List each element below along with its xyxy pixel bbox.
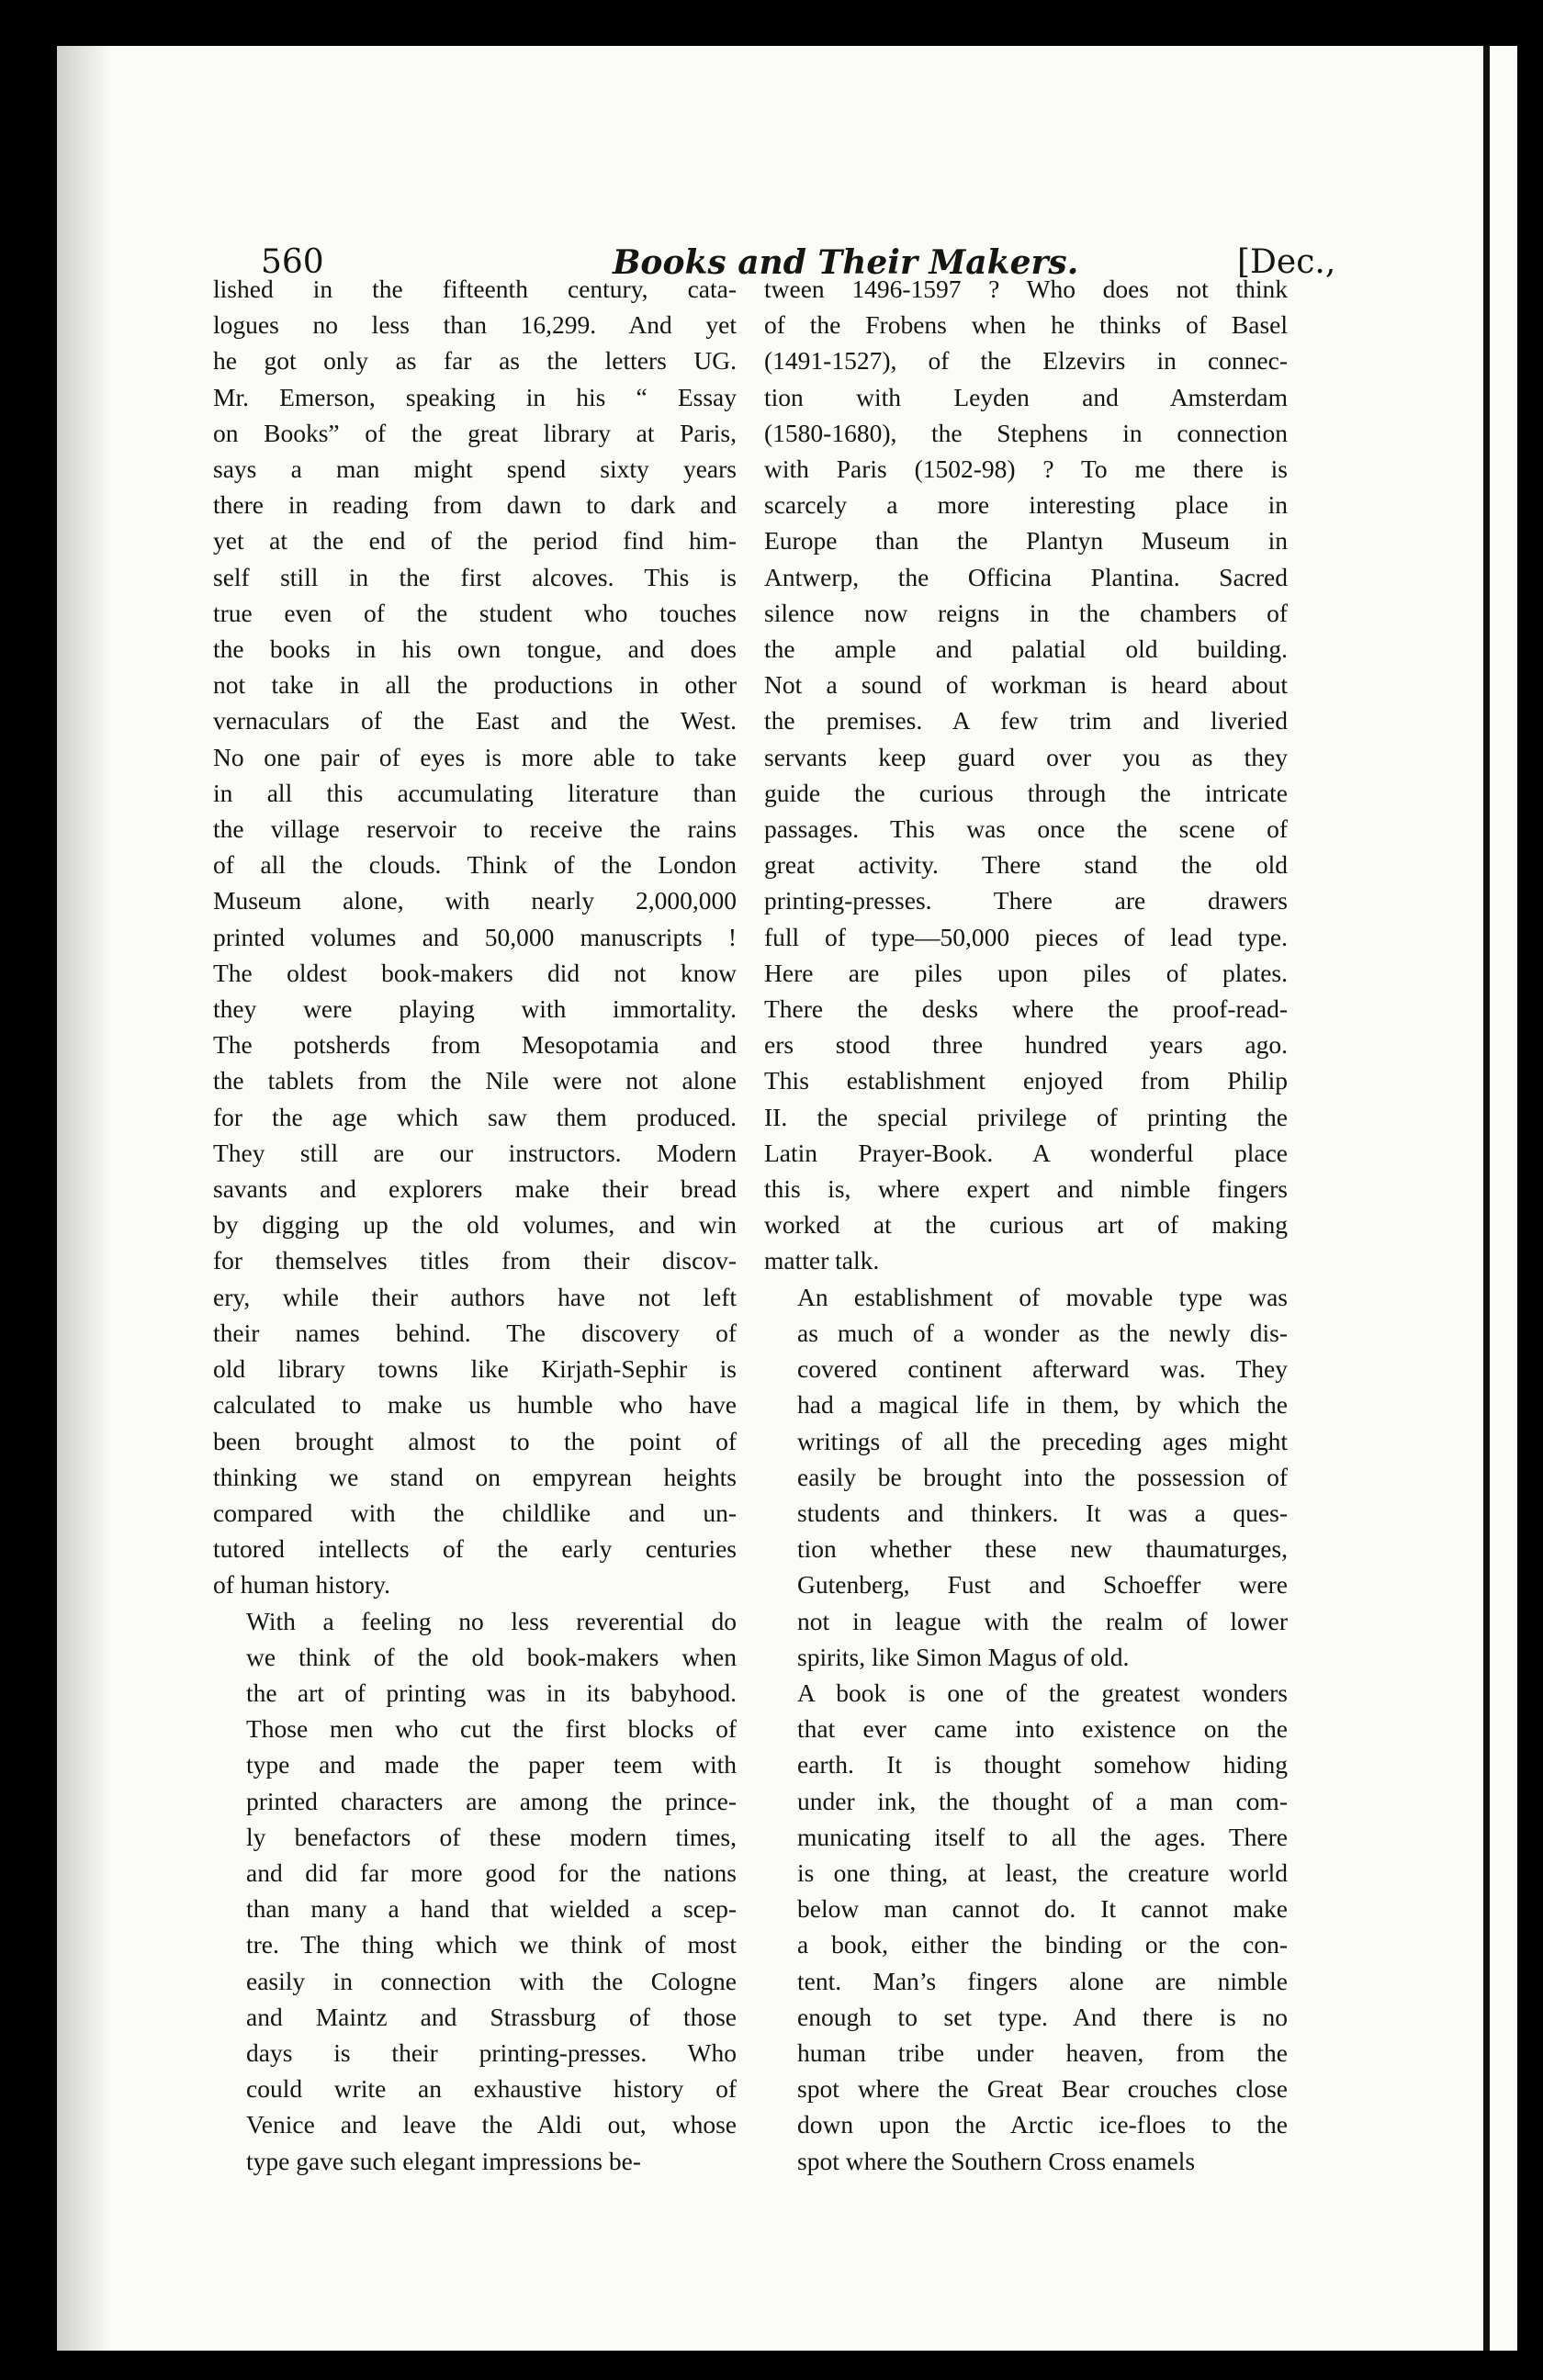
text-line: No one pair of eyes is more able to take — [213, 742, 737, 771]
text-line: Venice and leave the Aldi out, whose — [246, 2110, 737, 2139]
text-line: Europe than the Plantyn Museum in — [764, 526, 1288, 556]
text-line: old library towns like Kirjath-Sephir is — [213, 1354, 737, 1384]
text-line: Here are piles upon piles of plates. — [764, 958, 1288, 987]
text-line: They still are our instructors. Modern — [213, 1138, 737, 1167]
text-line: a book, either the binding or the con- — [797, 1930, 1288, 1959]
text-line: human tribe under heaven, from the — [797, 2038, 1288, 2067]
text-line: and Maintz and Strassburg of those — [246, 2002, 737, 2031]
text-line: tent. Man’s fingers alone are nimble — [797, 1966, 1288, 1995]
text-line: great activity. There stand the old — [764, 850, 1288, 880]
text-line: compared with the childlike and un- — [213, 1498, 737, 1527]
text-line: on Books” of the great library at Paris, — [213, 418, 737, 447]
text-line: enough to set type. And there is no — [797, 2002, 1288, 2031]
text-line: as much of a wonder as the newly dis- — [797, 1318, 1288, 1347]
text-line: with Paris (1502-98) ? To me there is — [764, 455, 1288, 484]
text-line: guide the curious through the intricate — [764, 778, 1288, 807]
left-column — [213, 271, 737, 2179]
text-line: The potsherds from Mesopotamia and — [213, 1030, 737, 1060]
text-line: II. the special privilege of printing the — [764, 1102, 1288, 1131]
text-line: had a magical life in them, by which the — [797, 1390, 1288, 1420]
page-number: 560 — [261, 243, 324, 281]
text-line: passages. This was once the scene of — [764, 814, 1288, 844]
text-line: they were playing with immortality. — [213, 994, 737, 1024]
text-line: of the Frobens when he thinks of Basel — [764, 310, 1288, 340]
text-line: tutored intellects of the early centuries — [213, 1534, 737, 1564]
text-line: (1580-1680), the Stephens in connection — [764, 418, 1288, 447]
text-line: matter talk. — [764, 1246, 880, 1275]
text-line: covered continent afterward was. They — [797, 1354, 1288, 1384]
text-line: yet at the end of the period find him- — [213, 526, 737, 556]
text-line: worked at the curious art of making — [764, 1210, 1288, 1240]
text-line: been brought almost to the point of — [213, 1426, 737, 1455]
text-line: ery, while their authors have not left — [213, 1282, 737, 1311]
text-line: spot where the Great Bear crouches close — [797, 2074, 1288, 2104]
paragraph — [213, 271, 737, 1603]
right-column — [764, 271, 1288, 2179]
paragraph — [764, 1675, 1288, 2179]
text-line: self still in the first alcoves. This is — [213, 562, 737, 591]
text-line: for the age which saw them produced. — [213, 1102, 737, 1131]
text-line: type and made the paper teem with — [246, 1750, 737, 1779]
text-line: than many a hand that wielded a scep- — [246, 1894, 737, 1924]
text-line: Antwerp, the Officina Plantina. Sacred — [764, 562, 1288, 591]
text-line: easily in connection with the Cologne — [246, 1966, 737, 1995]
text-line: vernaculars of the East and the West. — [213, 706, 737, 735]
text-line: full of type—50,000 pieces of lead type. — [764, 922, 1288, 951]
text-line: and did far more good for the nations — [246, 1858, 737, 1887]
text-line: ly benefactors of these modern times, — [246, 1822, 737, 1851]
text-line: their names behind. The discovery of — [213, 1318, 737, 1347]
text-line: under ink, the thought of a man com- — [797, 1786, 1288, 1815]
text-line: The oldest book-makers did not know — [213, 958, 737, 987]
text-line: silence now reigns in the chambers of — [764, 598, 1288, 627]
text-line: earth. It is thought somehow hiding — [797, 1750, 1288, 1779]
text-line: for themselves titles from their discov- — [213, 1246, 737, 1275]
text-line: spirits, like Simon Magus of old. — [797, 1642, 1130, 1671]
paragraph — [213, 1603, 737, 2179]
text-line: days is their printing-presses. Who — [246, 2038, 737, 2067]
text-line: that ever came into existence on the — [797, 1714, 1288, 1744]
text-line: municating itself to all the ages. There — [797, 1822, 1288, 1851]
text-line: true even of the student who touches — [213, 598, 737, 627]
text-line: thinking we stand on empyrean heights — [213, 1462, 737, 1491]
text-line: below man cannot do. It cannot make — [797, 1894, 1288, 1924]
text-line: tween 1496-1597 ? Who does not think — [764, 275, 1288, 303]
text-line: writings of all the preceding ages might — [797, 1426, 1288, 1455]
text-line: of human history. — [213, 1570, 390, 1600]
text-line: With a feeling no less reverential do — [246, 1606, 737, 1635]
text-line: Gutenberg, Fust and Schoeffer were — [797, 1570, 1288, 1600]
text-line: students and thinkers. It was a ques- — [797, 1498, 1288, 1527]
text-line: this is, where expert and nimble fingers — [764, 1174, 1288, 1204]
text-line: printed volumes and 50,000 manuscripts ! — [213, 922, 737, 951]
text-line: says a man might spend sixty years — [213, 455, 737, 484]
text-line: Latin Prayer-Book. A wonderful place — [764, 1138, 1288, 1167]
text-line: A book is one of the greatest wonders — [797, 1678, 1288, 1707]
text-line: by digging up the old volumes, and win — [213, 1210, 737, 1240]
text-line: calculated to make us humble who have — [213, 1390, 737, 1420]
text-line: the art of printing was in its babyhood. — [246, 1678, 737, 1707]
text-line: type gave such elegant impressions be- — [246, 2146, 641, 2175]
text-line: could write an exhaustive history of — [246, 2074, 737, 2104]
text-line: of all the clouds. Think of the London — [213, 850, 737, 880]
text-line: the premises. A few trim and liveried — [764, 706, 1288, 735]
text-line: scarcely a more interesting place in — [764, 490, 1288, 520]
text-line: down upon the Arctic ice-floes to the — [797, 2110, 1288, 2139]
text-line: Not a sound of workman is heard about — [764, 670, 1288, 700]
text-line: lished in the fifteenth century, cata- — [213, 275, 737, 303]
text-line: servants keep guard over you as they — [764, 742, 1288, 771]
text-line: the tablets from the Nile were not alone — [213, 1066, 737, 1095]
text-line: logues no less than 16,299. And yet — [213, 310, 737, 340]
next-page-strip — [1490, 46, 1517, 2351]
text-line: the books in his own tongue, and does — [213, 634, 737, 664]
text-line: easily be brought into the possession of — [797, 1462, 1288, 1491]
paragraph — [764, 1279, 1288, 1675]
paragraph — [764, 271, 1288, 1279]
text-line: There the desks where the proof-read- — [764, 994, 1288, 1024]
text-line: the village reservoir to receive the rains — [213, 814, 737, 844]
running-title: Books and Their Makers. — [613, 243, 1079, 282]
text-line: printed characters are among the prince- — [246, 1786, 737, 1815]
text-line: tion with Leyden and Amsterdam — [764, 382, 1288, 411]
text-line: is one thing, at least, the creature world — [797, 1858, 1288, 1887]
text-line: tion whether these new thaumaturges, — [797, 1534, 1288, 1564]
text-line: (1491-1527), of the Elzevirs in connec- — [764, 346, 1288, 376]
text-line: he got only as far as the letters UG. — [213, 346, 737, 376]
text-line: not in league with the realm of lower — [797, 1606, 1288, 1635]
text-line: spot where the Southern Cross enamels — [797, 2146, 1196, 2175]
text-line: printing-presses. There are drawers — [764, 886, 1288, 915]
text-line: ers stood three hundred years ago. — [764, 1030, 1288, 1060]
text-line: tre. The thing which we think of most — [246, 1930, 737, 1959]
text-line: Museum alone, with nearly 2,000,000 — [213, 886, 737, 915]
text-line: Those men who cut the first blocks of — [246, 1714, 737, 1744]
text-line: the ample and palatial old building. — [764, 634, 1288, 664]
text-line: This establishment enjoyed from Philip — [764, 1066, 1288, 1095]
text-line: in all this accumulating literature than — [213, 778, 737, 807]
binding-edge — [57, 46, 112, 2351]
text-line: An establishment of movable type was — [797, 1282, 1288, 1311]
text-line: we think of the old book-makers when — [246, 1642, 737, 1671]
text-line: savants and explorers make their bread — [213, 1174, 737, 1204]
text-line: there in reading from dawn to dark and — [213, 490, 737, 520]
text-line: not take in all the productions in other — [213, 670, 737, 700]
section-mark: [Dec., — [1237, 243, 1336, 281]
text-line: Mr. Emerson, speaking in his “ Essay — [213, 382, 737, 411]
